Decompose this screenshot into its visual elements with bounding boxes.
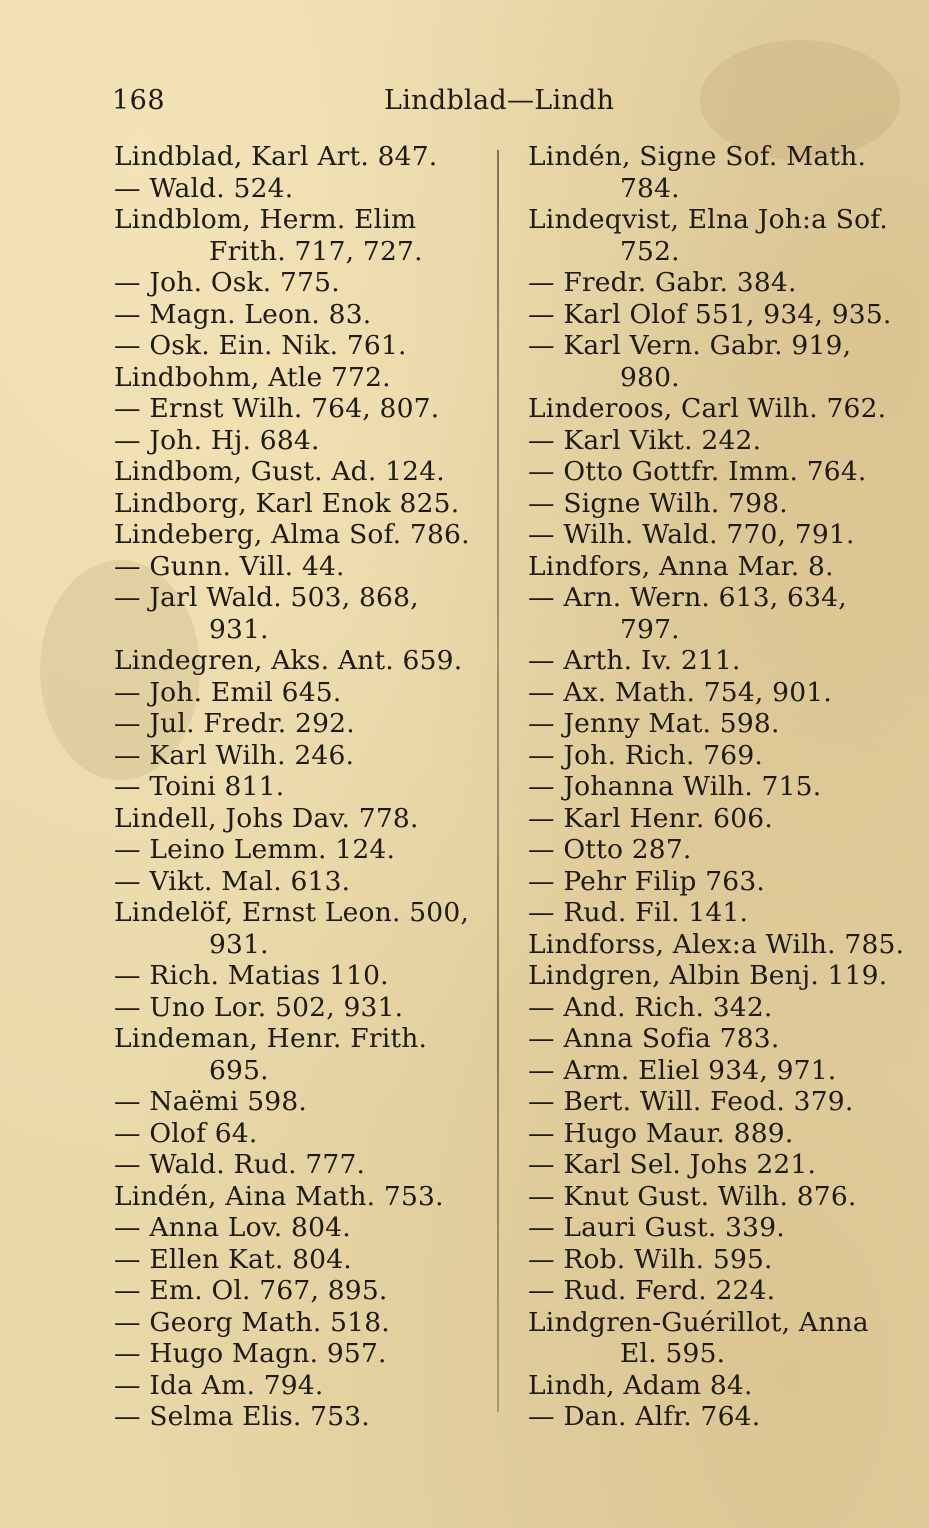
index-entry-continuation: El. 595. — [620, 1338, 726, 1369]
index-entry: — Rob. Wilh. 595. — [528, 1243, 773, 1275]
index-entry: Lindeberg, Alma Sof. 786. — [114, 519, 470, 550]
index-entry: Lindgren-Guérillot, Anna — [528, 1306, 869, 1338]
index-entry-continuation: 695. — [209, 1054, 269, 1086]
index-entry: — Vikt. Mal. 613. — [114, 865, 351, 897]
index-entry: — Rud. Fil. 141. — [528, 897, 749, 928]
index-entry: — Em. Ol. 767, 895. — [114, 1275, 388, 1306]
page-number: 168 — [112, 85, 166, 116]
index-entry: — Ernst Wilh. 764, 807. — [114, 393, 440, 424]
index-entry: Lindborg, Karl Enok 825. — [114, 487, 460, 519]
index-entry-continuation: 980. — [620, 361, 680, 393]
index-entry: Lindblad, Karl Art. 847. — [114, 141, 438, 172]
index-entry: — Joh. Osk. 775. — [114, 267, 340, 298]
index-entry-continuation: 784. — [620, 172, 680, 204]
index-entry: Lindell, Johs Dav. 778. — [114, 802, 419, 834]
index-entry: — Georg Math. 518. — [114, 1306, 390, 1338]
index-entry: — Karl Henr. 606. — [528, 802, 773, 834]
index-entry: Lindelöf, Ernst Leon. 500, — [114, 897, 470, 928]
index-entry: — Arn. Wern. 613, 634, — [528, 582, 847, 613]
index-entry: Lindeqvist, Elna Joh:a Sof. — [528, 204, 888, 235]
index-entry: — Toini 811. — [114, 771, 285, 802]
index-entry: — Karl Vikt. 242. — [528, 424, 762, 456]
index-entry-continuation: 931. — [209, 928, 269, 960]
index-entry: — Leino Lemm. 124. — [114, 834, 396, 865]
index-entry: — Gunn. Vill. 44. — [114, 550, 345, 582]
index-entry: — Jul. Fredr. 292. — [114, 708, 355, 739]
index-entry: — Osk. Ein. Nik. 761. — [114, 330, 407, 361]
index-entry: — Jarl Wald. 503, 868, — [114, 582, 419, 613]
index-entry-continuation: 797. — [620, 613, 680, 645]
index-entry: — Wald. Rud. 777. — [114, 1149, 366, 1180]
index-entry: — And. Rich. 342. — [528, 991, 773, 1023]
index-entry: — Karl Wilh. 246. — [114, 739, 355, 771]
index-entry-continuation: 931. — [209, 613, 269, 645]
index-entry: — Arth. Iv. 211. — [528, 645, 741, 676]
index-entry: — Wald. 524. — [114, 172, 294, 204]
index-entry: — Bert. Will. Feod. 379. — [528, 1086, 854, 1117]
index-entry: Lindbom, Gust. Ad. 124. — [114, 456, 445, 487]
index-entry: Lindegren, Aks. Ant. 659. — [114, 645, 463, 676]
index-entry: — Lauri Gust. 339. — [528, 1212, 785, 1243]
index-entry: Lindbohm, Atle 772. — [114, 361, 391, 393]
index-entry: — Hugo Maur. 889. — [528, 1117, 794, 1149]
index-entry: — Rich. Matias 110. — [114, 960, 389, 991]
index-entry: — Karl Sel. Johs 221. — [528, 1149, 817, 1180]
index-entry: — Knut Gust. Wilh. 876. — [528, 1180, 857, 1212]
index-entry: — Magn. Leon. 83. — [114, 298, 372, 330]
index-entry: — Jenny Mat. 598. — [528, 708, 780, 739]
index-entry-continuation: 752. — [620, 235, 680, 267]
index-entry: Lindh, Adam 84. — [528, 1369, 753, 1401]
left-column — [114, 141, 484, 1433]
index-entry: — Signe Wilh. 798. — [528, 487, 788, 519]
index-entry: — Fredr. Gabr. 384. — [528, 267, 797, 298]
index-entry: — Anna Sofia 783. — [528, 1023, 780, 1054]
index-entry: Linderoos, Carl Wilh. 762. — [528, 393, 887, 424]
index-entry: — Uno Lor. 502, 931. — [114, 991, 404, 1023]
index-entry: — Pehr Filip 763. — [528, 865, 766, 897]
index-entry: — Arm. Eliel 934, 971. — [528, 1054, 837, 1086]
index-entry: — Joh. Hj. 684. — [114, 424, 320, 456]
index-entry: Lindén, Signe Sof. Math. — [528, 141, 867, 172]
index-entry: — Olof 64. — [114, 1117, 258, 1149]
index-entry: — Wilh. Wald. 770, 791. — [528, 519, 855, 550]
index-entry: — Ax. Math. 754, 901. — [528, 676, 832, 708]
index-entry: Lindforss, Alex:a Wilh. 785. — [528, 928, 905, 960]
index-entry: Lindfors, Anna Mar. 8. — [528, 550, 834, 582]
index-entry-continuation: Frith. 717, 727. — [209, 235, 423, 267]
index-entry: — Joh. Rich. 769. — [528, 739, 764, 771]
index-entry: Lindén, Aina Math. 753. — [114, 1180, 444, 1212]
index-entry: — Naëmi 598. — [114, 1086, 308, 1117]
right-column — [528, 141, 905, 1433]
index-entry: Lindeman, Henr. Frith. — [114, 1023, 428, 1054]
index-entry: Lindblom, Herm. Elim — [114, 204, 417, 235]
index-entry: — Otto 287. — [528, 834, 692, 865]
index-entry: — Dan. Alfr. 764. — [528, 1401, 761, 1432]
index-entry: — Ellen Kat. 804. — [114, 1243, 352, 1275]
index-entry: Lindgren, Albin Benj. 119. — [528, 960, 888, 991]
index-entry: — Hugo Magn. 957. — [114, 1338, 387, 1369]
running-head: Lindblad—Lindh — [384, 85, 615, 116]
index-entry: — Selma Elis. 753. — [114, 1401, 370, 1432]
index-entry: — Joh. Emil 645. — [114, 676, 342, 708]
index-entry: — Johanna Wilh. 715. — [528, 771, 822, 802]
index-entry: — Karl Olof 551, 934, 935. — [528, 298, 892, 330]
index-entry: — Rud. Ferd. 224. — [528, 1275, 776, 1306]
index-entry: — Otto Gottfr. Imm. 764. — [528, 456, 867, 487]
column-divider — [497, 150, 499, 1412]
index-entry: — Karl Vern. Gabr. 919, — [528, 330, 852, 361]
index-entry: — Ida Am. 794. — [114, 1369, 324, 1401]
index-entry: — Anna Lov. 804. — [114, 1212, 351, 1243]
